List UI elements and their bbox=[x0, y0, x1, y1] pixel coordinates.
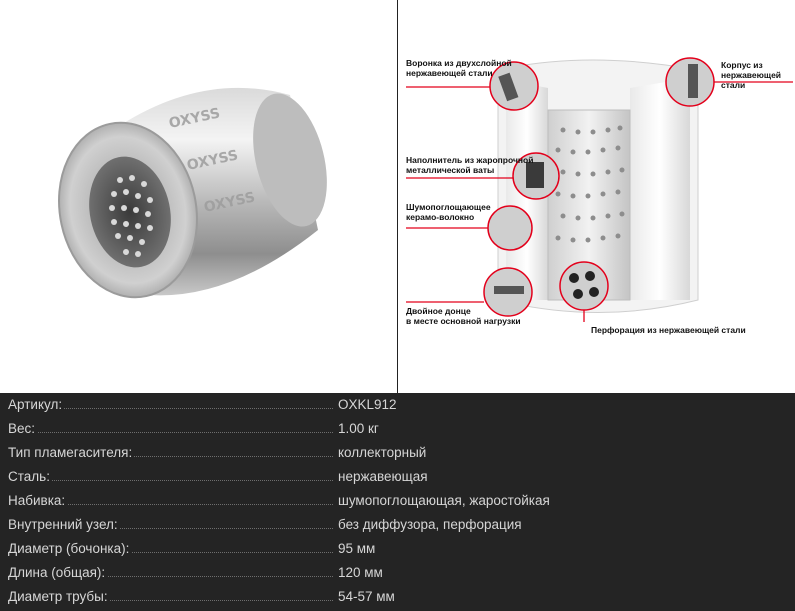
brand-mark: OXYSS bbox=[167, 105, 222, 132]
spec-table bbox=[0, 393, 795, 611]
spec-row bbox=[0, 561, 795, 585]
spec-value: OXKL912 bbox=[338, 397, 397, 412]
spec-label: Вес: bbox=[8, 421, 36, 436]
spec-row bbox=[0, 585, 795, 609]
callout-perforation: Перфорация из нержавеющей стали bbox=[591, 325, 746, 335]
spec-value: 95 мм bbox=[338, 541, 376, 556]
spec-value: 120 мм bbox=[338, 565, 383, 580]
spec-row bbox=[0, 441, 795, 465]
spec-label: Тип пламегасителя: bbox=[8, 445, 133, 460]
spec-label: Внутренний узел: bbox=[8, 517, 118, 532]
callout-body: Корпус из нержавеющей стали bbox=[721, 60, 782, 90]
spec-value: нержавеющая bbox=[338, 469, 428, 484]
spec-value: шумопоглощающая, жаростойкая bbox=[338, 493, 550, 508]
callout-funnel: Воронка из двухслойной нержавеющей стали bbox=[406, 58, 512, 78]
spec-row bbox=[0, 417, 795, 441]
muffler-photo-image bbox=[0, 0, 397, 393]
brand-mark: OXYSS bbox=[202, 189, 257, 216]
spec-value: 54-57 мм bbox=[338, 589, 395, 604]
spec-row bbox=[0, 513, 795, 537]
spec-value: 1.00 кг bbox=[338, 421, 379, 436]
callout-bottom: Двойное донце в месте основной нагрузки bbox=[406, 306, 521, 326]
spec-label: Набивка: bbox=[8, 493, 66, 508]
spec-label: Диаметр трубы: bbox=[8, 589, 108, 604]
brand-mark: OXYSS bbox=[185, 147, 240, 174]
spec-row bbox=[0, 489, 795, 513]
product-photo bbox=[0, 0, 397, 393]
spec-value: без диффузора, перфорация bbox=[338, 517, 522, 532]
callout-filler: Наполнитель из жаропрочной металлической ваты bbox=[406, 155, 534, 175]
spec-label: Артикул: bbox=[8, 397, 63, 412]
callout-ceramic: Шумопоглощающее керамо-волокно bbox=[406, 202, 491, 222]
spec-row bbox=[0, 393, 795, 417]
spec-value: коллекторный bbox=[338, 445, 427, 460]
spec-row bbox=[0, 465, 795, 489]
spec-label: Длина (общая): bbox=[8, 565, 106, 580]
spec-label: Диаметр (бочонка): bbox=[8, 541, 130, 556]
spec-label: Сталь: bbox=[8, 469, 50, 484]
spec-row bbox=[0, 537, 795, 561]
cutaway-diagram bbox=[398, 0, 795, 393]
